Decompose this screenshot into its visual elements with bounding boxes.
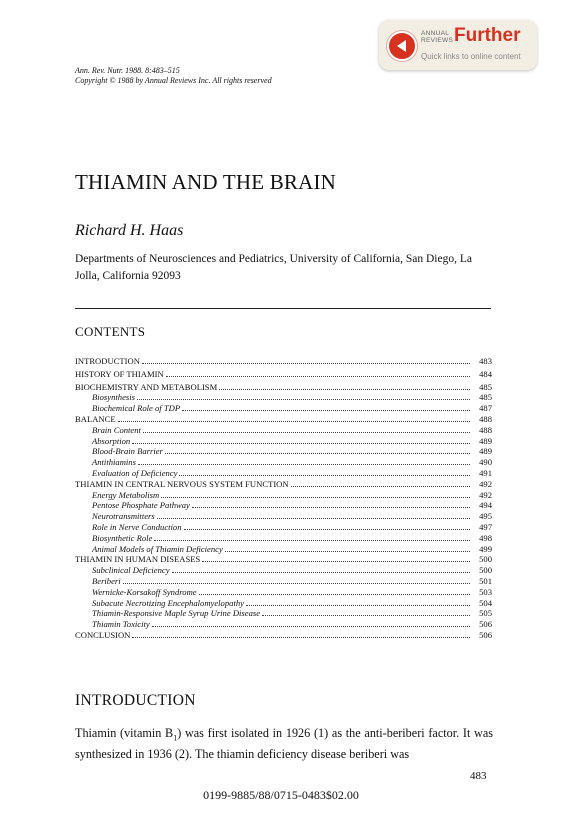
toc-page: 503 — [479, 586, 492, 597]
toc-leader — [138, 457, 470, 465]
toc-leader — [199, 587, 470, 595]
toc-page: 487 — [479, 403, 492, 414]
toc-subentry[interactable] — [75, 403, 492, 414]
toc-leader — [291, 479, 470, 487]
toc-page: 497 — [479, 521, 492, 532]
toc-label: Brain Content — [92, 424, 141, 435]
annual-reviews-further-badge[interactable] — [379, 20, 537, 70]
toc-entry[interactable] — [75, 356, 492, 367]
toc-subentry[interactable] — [75, 587, 492, 598]
intro-subscript: 1 — [173, 733, 178, 743]
toc-page: 485 — [479, 381, 492, 392]
toc-subentry[interactable] — [75, 598, 492, 609]
toc-entry[interactable] — [75, 479, 492, 490]
toc-leader — [246, 598, 470, 606]
toc-page: 484 — [479, 368, 492, 379]
toc-subentry[interactable] — [75, 468, 492, 479]
journal-citation-block — [75, 66, 272, 86]
toc-entry[interactable] — [75, 369, 492, 380]
toc-label: BIOCHEMISTRY AND METABOLISM — [75, 381, 218, 392]
toc-page: 501 — [479, 575, 492, 586]
toc-label: HISTORY OF THIAMIN — [75, 368, 164, 379]
toc-subentry[interactable] — [75, 576, 492, 587]
toc-label: Thiamin Toxicity — [92, 619, 150, 630]
toc-label: Wernicke-Korsakoff Syndrome — [92, 586, 197, 597]
toc-page: 500 — [479, 554, 492, 565]
toc-subentry[interactable] — [75, 619, 492, 630]
toc-page: 489 — [479, 435, 492, 446]
toc-entry[interactable] — [75, 554, 492, 565]
toc-leader — [182, 403, 470, 411]
toc-page: 506 — [479, 629, 492, 640]
price-code: 0199-9885/88/0715-0483$02.00 — [203, 788, 359, 802]
toc-label: Subacute Necrotizing Encephalomyelopathy — [92, 597, 244, 608]
toc-leader — [202, 554, 470, 562]
toc-page: 489 — [479, 446, 492, 457]
toc-label: Absorption — [92, 435, 131, 446]
toc-label: CONCLUSION — [75, 629, 131, 640]
badge-further-text: Further — [454, 25, 521, 46]
toc-page: 485 — [479, 392, 492, 403]
toc-page: 483 — [479, 356, 492, 366]
toc-subentry[interactable] — [75, 565, 492, 576]
toc-leader — [165, 446, 470, 454]
toc-label: Blood-Brain Barrier — [92, 446, 163, 457]
author-affiliation: Departments of Neurosciences and Pediatrics, University of California, San Diego, La Jolla, California 92093 — [75, 253, 472, 282]
toc-label: THIAMIN IN CENTRAL NERVOUS SYSTEM FUNCTION — [75, 478, 289, 489]
toc-page: 506 — [479, 619, 492, 630]
toc-label: Energy Metabolism — [92, 489, 160, 500]
arrow-left-icon — [396, 39, 408, 53]
toc-subentry[interactable] — [75, 544, 492, 555]
intro-text-rest: ) was first isolated in 1926 (1) as the anti-beriberi factor. It was synthesized in 1936 (2). The thiamin deficiency disease beriberi was — [75, 726, 494, 762]
toc-label: THIAMIN IN HUMAN DISEASES — [75, 554, 201, 565]
introduction-heading: INTRODUCTION — [75, 692, 196, 709]
toc-leader — [132, 630, 470, 638]
toc-entry[interactable] — [75, 382, 492, 393]
toc-subentry[interactable] — [75, 490, 492, 501]
toc-page: 490 — [479, 457, 492, 468]
further-logo-icon — [387, 31, 417, 61]
intro-text-start: Thiamin (vitamin B — [75, 726, 174, 740]
toc-leader — [142, 356, 470, 364]
toc-leader — [225, 544, 470, 552]
toc-page: 500 — [479, 565, 492, 576]
toc-label: Biosynthesis — [92, 392, 135, 403]
article-title: THIAMIN AND THE BRAIN — [75, 170, 337, 194]
toc-label: Subclinical Deficiency — [92, 565, 170, 576]
header-divider — [75, 308, 491, 309]
toc-leader — [161, 490, 470, 498]
article-author: Richard H. Haas — [75, 222, 184, 239]
toc-page: 488 — [479, 424, 492, 435]
introduction-paragraph — [75, 725, 493, 763]
toc-subentry[interactable] — [75, 500, 492, 511]
toc-label: Role in Nerve Conduction — [92, 521, 182, 532]
toc-leader — [157, 511, 470, 519]
badge-tagline: Quick links to online content — [421, 52, 521, 61]
toc-subentry[interactable] — [75, 522, 492, 533]
table-of-contents — [75, 356, 492, 641]
toc-label: INTRODUCTION — [75, 356, 140, 366]
toc-page: 492 — [479, 489, 492, 500]
toc-page: 498 — [479, 532, 492, 543]
toc-label: Biochemical Role of TDP — [92, 403, 181, 414]
toc-leader — [192, 500, 470, 508]
toc-label: Thiamin-Responsive Maple Syrup Urine Disease — [92, 608, 261, 619]
toc-page: 488 — [479, 413, 492, 424]
toc-label: Pentose Phosphate Pathway — [92, 500, 190, 511]
toc-entry[interactable] — [75, 630, 492, 641]
toc-label: Evaluation of Deficiency — [92, 467, 178, 478]
toc-leader — [118, 414, 470, 422]
toc-leader — [152, 619, 470, 627]
toc-label: Neurotransmitters — [92, 511, 155, 522]
page-number: 483 — [470, 770, 487, 782]
annual-reviews-wordmark — [421, 30, 453, 44]
toc-label: BALANCE — [75, 413, 116, 424]
toc-leader — [123, 576, 470, 584]
toc-page: 491 — [479, 467, 492, 478]
toc-page: 492 — [479, 478, 492, 489]
toc-leader — [219, 382, 470, 390]
toc-subentry[interactable] — [75, 392, 492, 403]
toc-label: Animal Models of Thiamin Deficiency — [92, 543, 223, 554]
journal-citation: Ann. Rev. Nutr. 1988. 8:483–515 — [75, 66, 180, 75]
toc-label: Beriberi — [92, 575, 121, 586]
toc-subentry[interactable] — [75, 511, 492, 522]
toc-subentry[interactable] — [75, 446, 492, 457]
toc-leader — [179, 468, 470, 476]
badge-annual-text: ANNUAL — [421, 30, 450, 37]
toc-page: 504 — [479, 597, 492, 608]
contents-heading: CONTENTS — [75, 324, 146, 339]
toc-leader — [154, 533, 470, 541]
toc-subentry[interactable] — [75, 436, 492, 447]
toc-label: Antithiamins — [92, 457, 136, 468]
toc-subentry[interactable] — [75, 608, 492, 619]
toc-subentry[interactable] — [75, 457, 492, 468]
toc-leader — [184, 522, 470, 530]
toc-leader — [132, 436, 470, 444]
toc-leader — [137, 392, 470, 400]
toc-entry[interactable] — [75, 414, 492, 425]
badge-reviews-text: REVIEWS — [421, 37, 454, 44]
toc-leader — [172, 565, 470, 573]
toc-leader — [262, 608, 470, 616]
toc-label: Biosynthetic Role — [92, 532, 153, 543]
toc-page: 495 — [479, 511, 492, 522]
toc-leader — [143, 425, 470, 433]
copyright-line: Copyright © 1988 by Annual Reviews Inc. All rights reserved — [75, 76, 272, 85]
toc-subentry[interactable] — [75, 425, 492, 436]
toc-page: 494 — [479, 500, 492, 511]
toc-page: 499 — [479, 543, 492, 554]
toc-subentry[interactable] — [75, 533, 492, 544]
toc-page: 505 — [479, 608, 492, 619]
toc-leader — [166, 369, 470, 377]
